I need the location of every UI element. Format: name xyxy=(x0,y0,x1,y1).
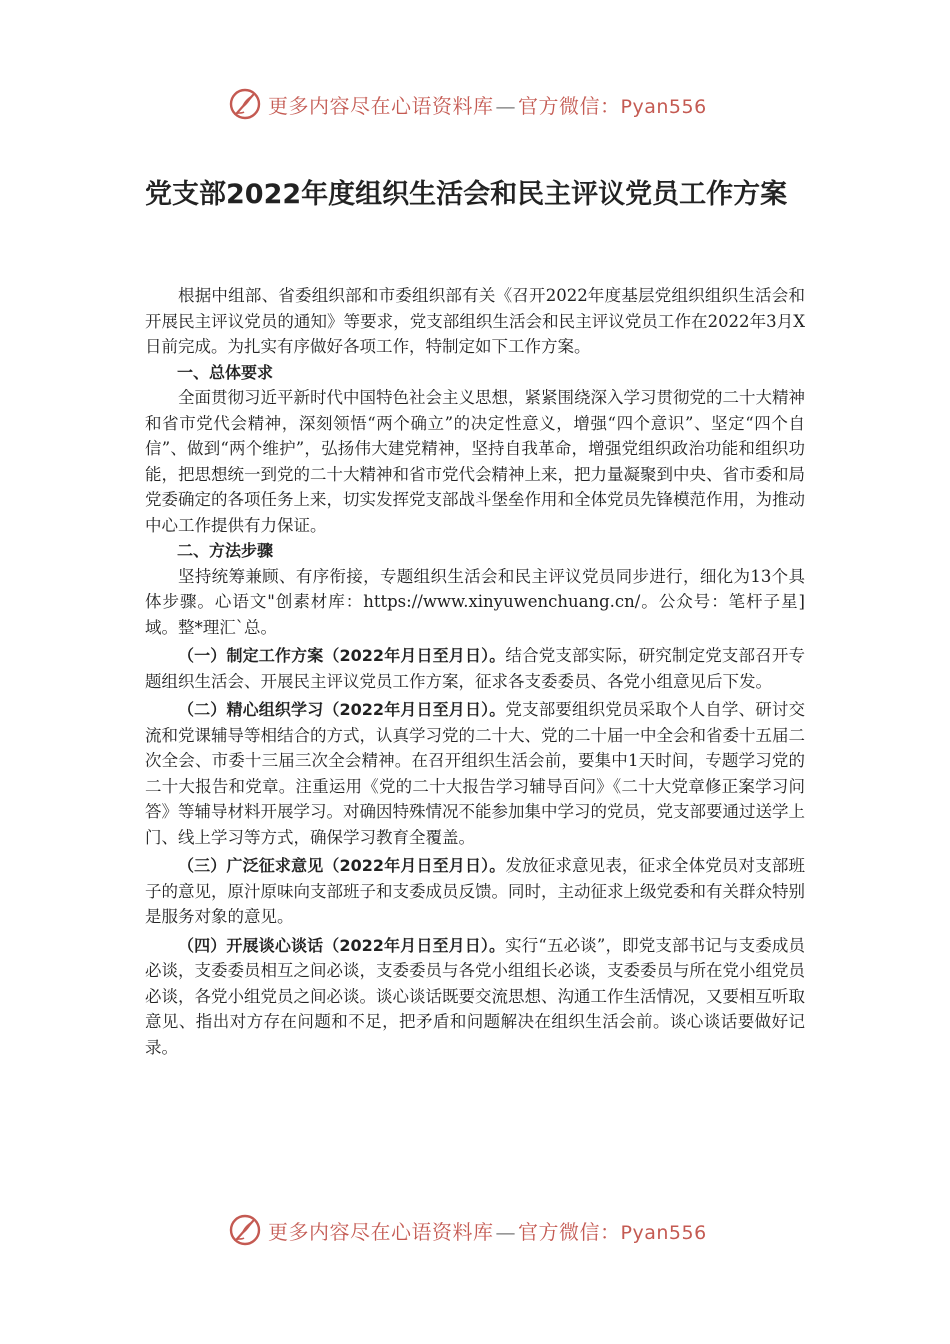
step-paragraph xyxy=(145,853,805,930)
step-title: （一）制定工作方案（2022年月日至月日）。 xyxy=(178,646,506,665)
footer-banner xyxy=(228,1210,728,1250)
step-paragraph xyxy=(145,697,805,850)
banner-text: 更多内容尽在心语资料库 — 官方微信：Pyan556 xyxy=(268,93,707,118)
section-heading-1: 一、总体要求 xyxy=(177,362,274,382)
step-paragraph xyxy=(145,933,805,1061)
step-paragraph xyxy=(145,643,805,694)
section-paragraph-1: 全面贯彻习近平新时代中国特色社会主义思想，紧紧围绕深入学习贯彻党的二十大精神和省市党代会精神，深刻领悟“两个确立”的决定性意义，增强“四个意识”、坚定“四个自信”、做到“两个维护”，弘扬伟大建党精神，坚持自我革命，增强党组织政治功能和组织功能，把思想统一到党的二十大精神和省市党代会精神上来，把力量凝聚到中央、省市委和局党委确定的各项任务上来，切实发挥党支部战斗堡垒作用和全体党员先锋模范作用，为推动中心工作提供有力保证。 xyxy=(145,388,805,535)
step-title: （四）开展谈心谈话（2022年月日至月日）。 xyxy=(178,935,506,955)
banner-text: 更多内容尽在心语资料库 — 官方微信：Pyan556 xyxy=(268,1219,707,1244)
section-heading-2: 二、方法步骤 xyxy=(177,541,274,560)
step-text: 党支部要组织党员采取个人自学、研讨交流和党课辅导等相结合的方式，认真学习党的二十大、党的二十届一中全会和省委十五届二次全会、市委十三届三次全会精神。在召开组织生活会前，要集中1天时间，专题学习党的二十大报告和党章。注重运用《党的二十大报告学习辅导百问》《二十大党章修正案学习问答》等辅导材料开展学习。对确因特殊情况不能参加集中学习的党员，党支部要通过送学上门、线上学习等方式，确保学习教育全覆盖。 xyxy=(145,700,805,847)
header-banner xyxy=(228,84,728,124)
step-text: 结合党支部实际，研究制定党支部召开专题组织生活会、开展民主评议党员工作方案，征求各支委委员、各党小组意见后下发。 xyxy=(145,646,805,691)
quill-logo-icon xyxy=(228,87,262,121)
step-title: （二）精心组织学习（2022年月日至月日）。 xyxy=(178,700,506,719)
document-body xyxy=(145,283,805,1060)
step-text: 发放征求意见表，征求全体党员对支部班子的意见，原汁原味向支部班子和支委成员反馈。同时，主动征求上级党委和有关群众特别是服务对象的意见。 xyxy=(145,856,805,926)
quill-logo-icon xyxy=(228,1213,262,1247)
document-title: 党支部2022年度组织生活会和民主评议党员工作方案 xyxy=(145,179,788,210)
step-text: 实行“五必谈”，即党支部书记与支委成员必谈，支委委员相互之间必谈，支委委员与各党小组组长必谈，支委委员与所在党小组党员必谈，各党小组党员之间必谈。谈心谈话既要交流思想、沟通工作生活情况，又要相互听取意见、指出对方存在问题和不足，把矛盾和问题解决在组织生活会前。谈心谈话要做好记录。 xyxy=(145,935,805,1057)
section-paragraph-2: 坚持统筹兼顾、有序衔接，专题组织生活会和民主评议党员同步进行，细化为13个具体步骤。心语文"创素材库：https://www.xinyuwenchuang.cn/。公众号：笔杆子星]域。整*理汇`总。 xyxy=(145,566,805,637)
step-title: （三）广泛征求意见（2022年月日至月日）。 xyxy=(178,856,506,875)
intro-paragraph: 根据中组部、省委组织部和市委组织部有关《召开2022年度基层党组织组织生活会和开展民主评议党员的通知》等要求，党支部组织生活会和民主评议党员工作在2022年3月X日前完成。为扎实有序做好各项工作，特制定如下工作方案。 xyxy=(145,286,805,356)
